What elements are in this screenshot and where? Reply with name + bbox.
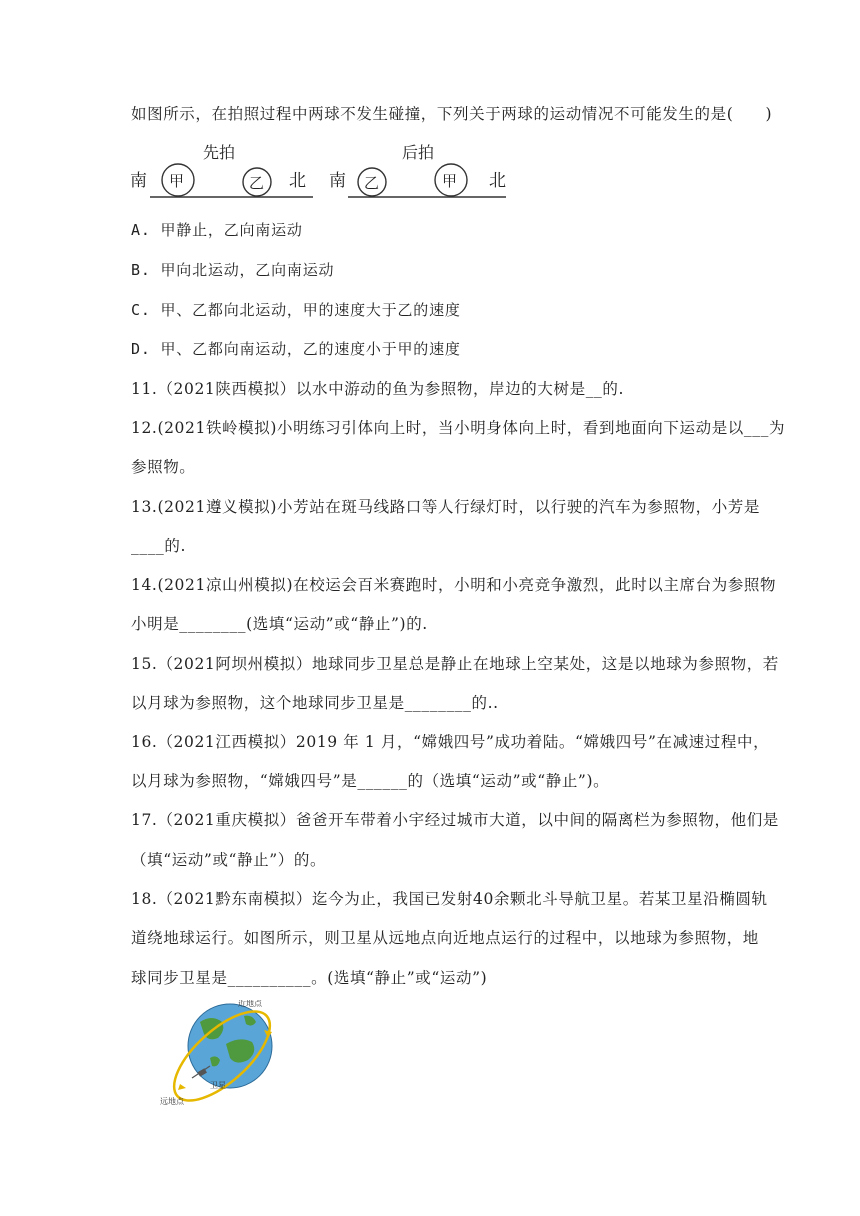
- label-north-left: 北: [289, 171, 306, 191]
- ball-yi-left: 乙: [249, 174, 265, 192]
- question-12-line-2: 参照物。: [131, 458, 196, 476]
- question-17-line-1: 17.（2021重庆模拟）爸爸开车带着小宇经过城市大道，以中间的隔离栏为参照物，他们是: [131, 811, 779, 829]
- perigee-label: 近地点: [238, 1000, 262, 1008]
- option-a: A. 甲静止，乙向南运动: [131, 221, 303, 239]
- question-14-line-1: 14.(2021凉山州模拟)在校运会百米赛跑时，小明和小亮竞争激烈，此时以主席台为参照物: [131, 576, 777, 594]
- apogee-label: 远地点: [160, 1097, 184, 1106]
- question-15-line-2: 以月球为参照物，这个地球同步卫星是________的..: [131, 694, 499, 712]
- option-c: C. 甲、乙都向北运动，甲的速度大于乙的速度: [131, 301, 461, 319]
- collision-photo-figure: [128, 140, 513, 202]
- satellite-label: 卫星: [210, 1081, 226, 1090]
- caption-first: 先拍: [203, 143, 236, 162]
- caption-second: 后拍: [402, 143, 435, 162]
- question-16-line-1: 16.（2021江西模拟）2019 年 1 月，“嫦娥四号”成功着陆。“嫦娥四号”在减速过程中，: [131, 733, 770, 751]
- question-13-line-1: 13.(2021遵义模拟)小芳站在斑马线路口等人行绿灯时，以行驶的汽车为参照物，小芳是: [131, 498, 760, 516]
- question-11-line-1: 11.（2021陕西模拟）以水中游动的鱼为参照物，岸边的大树是__的.: [131, 380, 625, 398]
- option-b: B. 甲向北运动，乙向南运动: [131, 261, 335, 279]
- question-18-line-1: 18.（2021黔东南模拟）迄今为止，我国已发射40余颗北斗导航卫星。若某卫星沿椭圆轨: [131, 890, 768, 908]
- ball-jia-right: 甲: [442, 172, 458, 190]
- question-13-line-2: ____的.: [131, 537, 187, 555]
- ball-jia-left: 甲: [169, 172, 185, 190]
- ball-yi-right: 乙: [364, 174, 380, 192]
- question-15-line-1: 15.（2021阿坝州模拟）地球同步卫星总是静止在地球上空某处，这是以地球为参照物，若: [131, 655, 779, 673]
- question-16-line-2: 以月球为参照物，“嫦娥四号”是______的（选填“运动”或“静止”)。: [131, 772, 610, 790]
- question-17-line-2: （填“运动”或“静止”）的。: [131, 851, 327, 869]
- question-12-line-1: 12.(2021铁岭模拟)小明练习引体向上时，当小明身体向上时，看到地面向下运动是以___为: [131, 419, 786, 437]
- question-14-line-2: 小明是________(选填“运动”或“静止”)的.: [131, 615, 428, 633]
- question-10-stem: 如图所示，在拍照过程中两球不发生碰撞，下列关于两球的运动情况不可能发生的是( ): [131, 105, 773, 123]
- label-south-right: 南: [329, 171, 346, 191]
- question-18-line-2: 道绕地球运行。如图所示，则卫星从远地点向近地点运行的过程中，以地球为参照物，地: [131, 929, 759, 947]
- satellite-orbit-figure: [160, 1000, 290, 1110]
- option-d: D. 甲、乙都向南运动，乙的速度小于甲的速度: [131, 340, 461, 358]
- photo-first-panel: [130, 143, 313, 197]
- label-north-right: 北: [489, 171, 506, 191]
- question-18-line-3: 球同步卫星是__________。(选填“静止”或“运动”): [131, 969, 488, 987]
- photo-second-panel: [329, 143, 506, 197]
- label-south-left: 南: [130, 171, 147, 191]
